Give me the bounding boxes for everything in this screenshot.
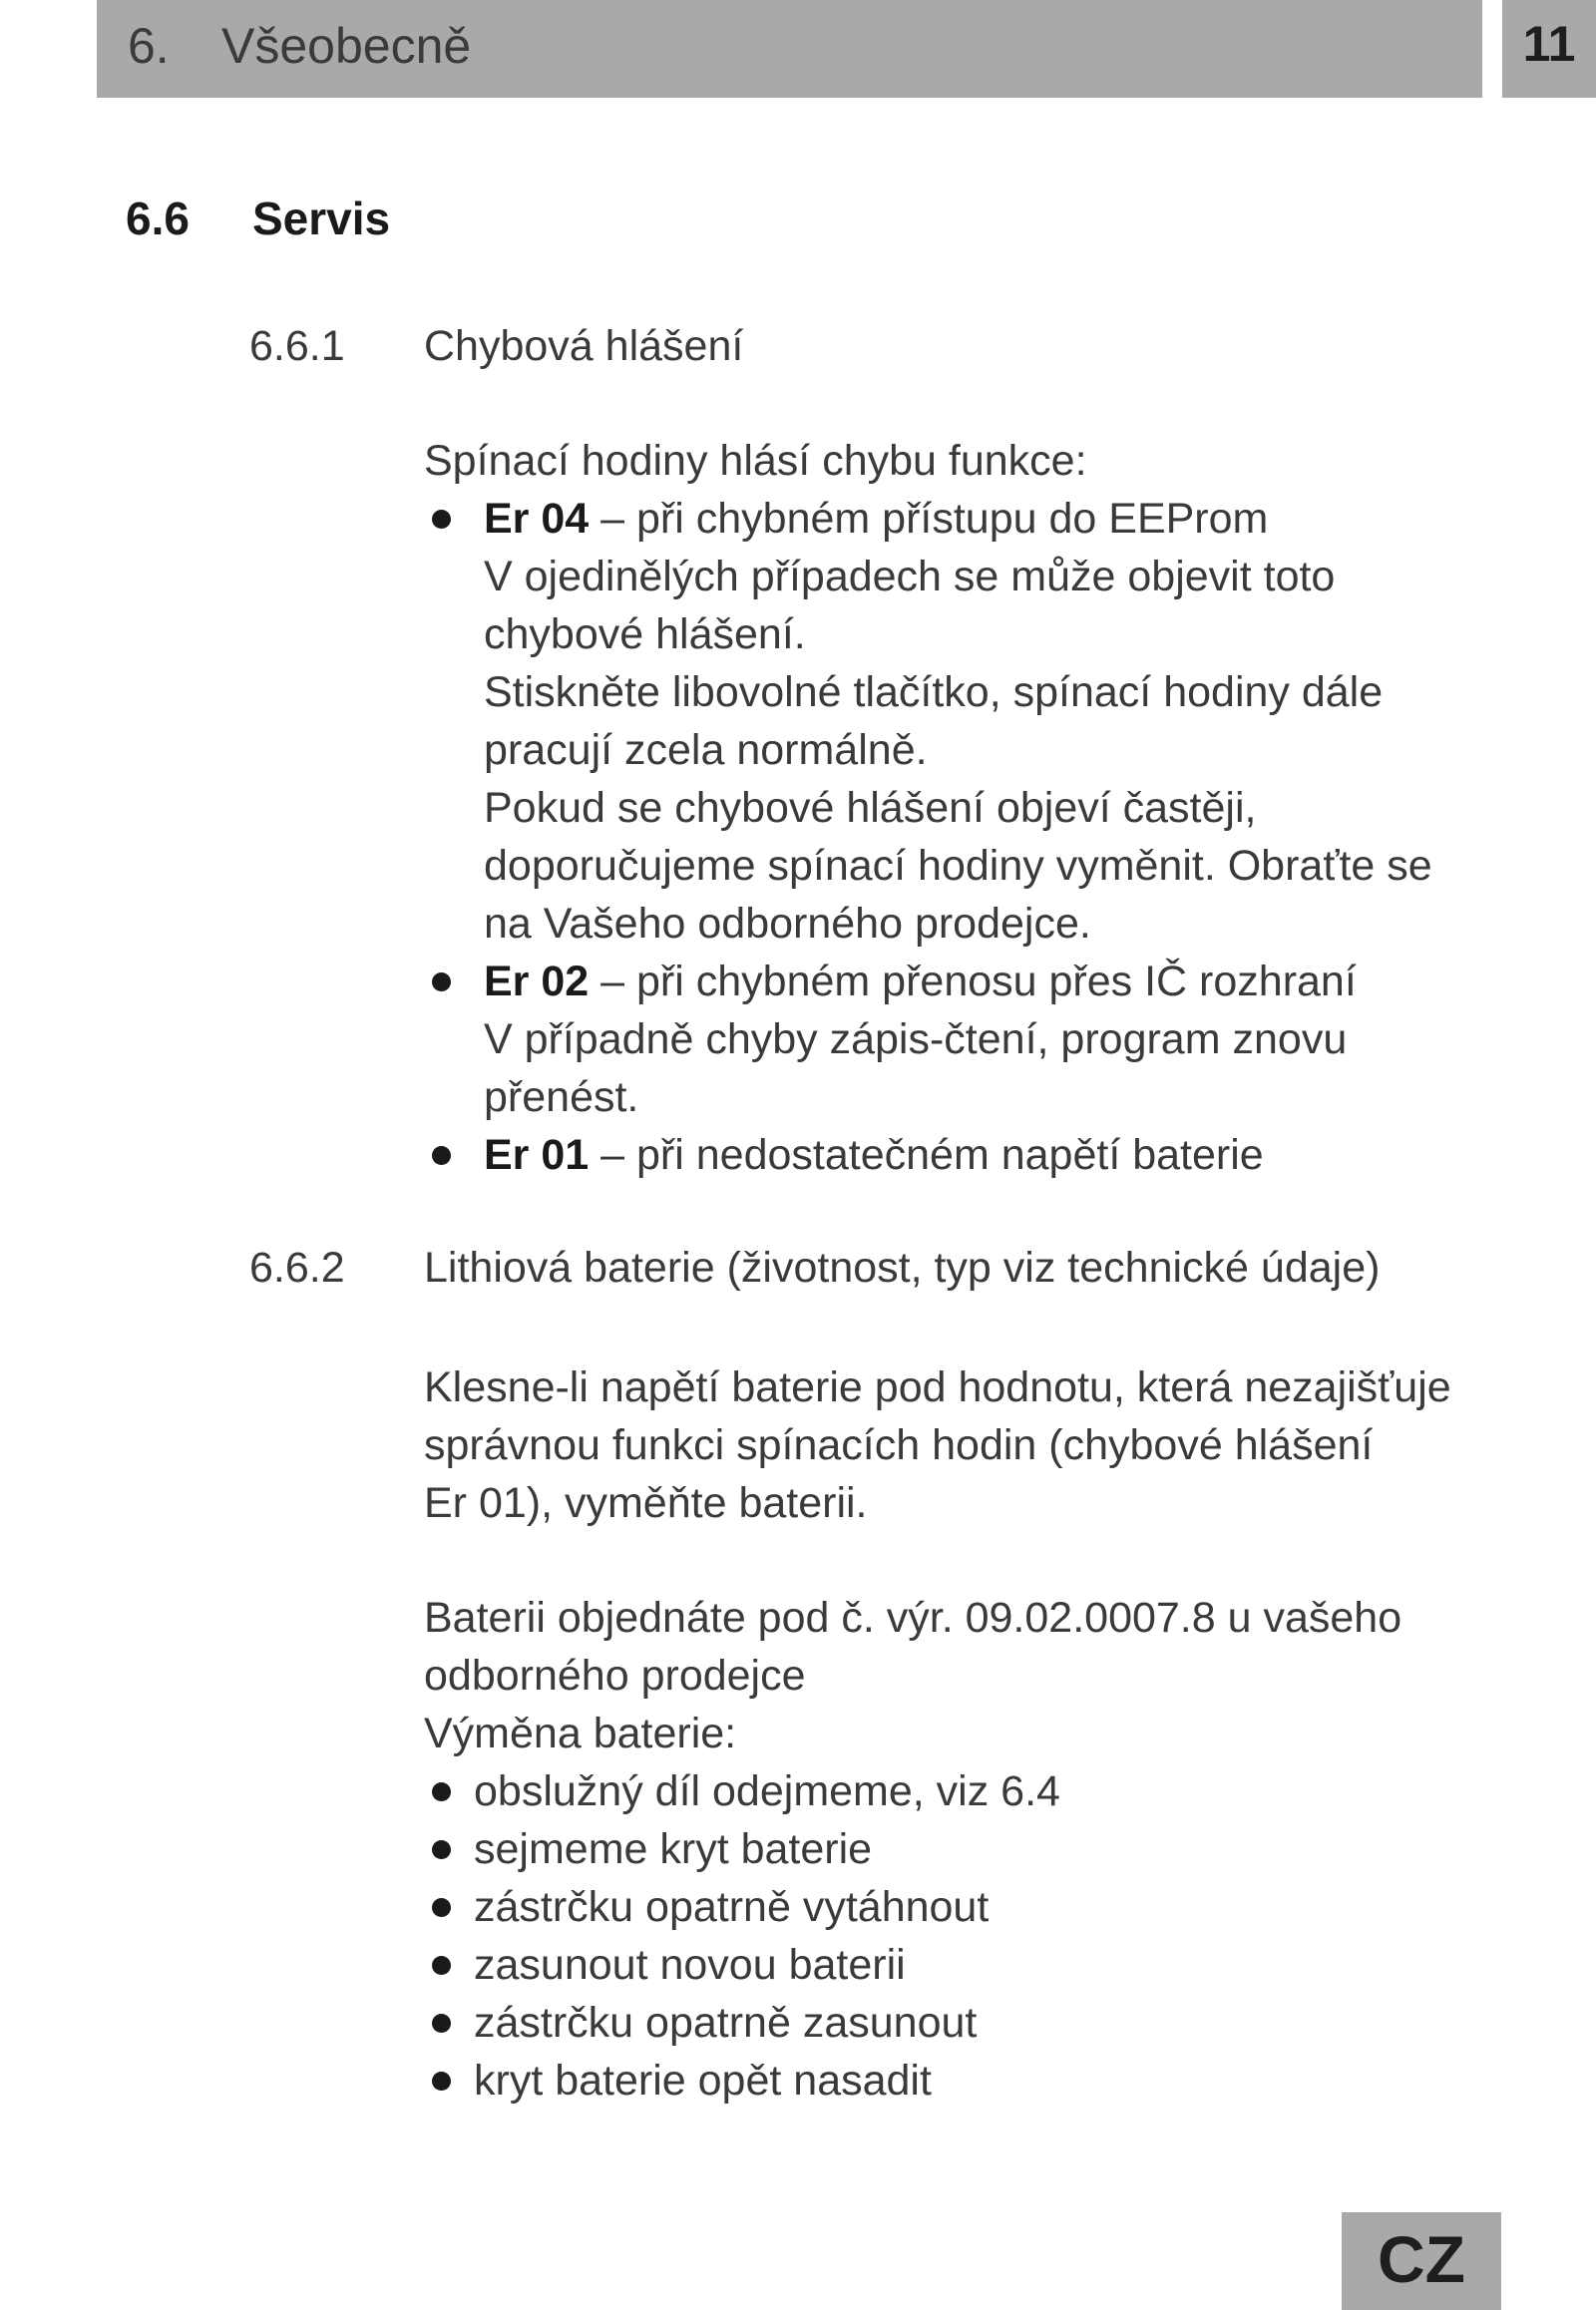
chapter-number: 6. [128, 18, 170, 74]
step-text: obslužný díl odejmeme, viz 6.4 [474, 1767, 1060, 1815]
list-item [424, 490, 1521, 953]
bullet-icon [432, 1782, 451, 1801]
error-headline [484, 490, 1521, 548]
error-list [424, 490, 1521, 1184]
battery-paragraph-1 [424, 1358, 1511, 1532]
error-detail-line: Stiskněte libovolné tlačítko, spínací hodiny dále [484, 668, 1384, 716]
bullet-icon [432, 1898, 451, 1917]
paragraph-line: správnou funkci spínacích hodin (chybové hlášení [424, 1421, 1374, 1469]
error-detail-line: přenést. [484, 1073, 639, 1121]
error-detail-line: V ojedinělých případech se může objevit toto [484, 553, 1336, 600]
section-number: 6.6 [126, 192, 190, 244]
subsection-title-1: Chybová hlášení [424, 322, 744, 370]
list-item [424, 1762, 1521, 1820]
bullet-icon [432, 510, 451, 529]
chapter-title: Všeobecně [221, 18, 472, 74]
language-tab: CZ [1378, 2222, 1465, 2296]
error-intro [424, 432, 1511, 490]
error-code: Er 04 [484, 495, 590, 543]
step-text: zástrčku opatrně vytáhnout [474, 1883, 990, 1931]
list-item [424, 1994, 1521, 2052]
step-text: kryt baterie opět nasadit [474, 2057, 932, 2105]
bullet-icon [432, 1840, 451, 1859]
section-title: Servis [252, 192, 391, 244]
battery-paragraph-2 [424, 1589, 1511, 1762]
error-detail-line: V případně chyby zápis-čtení, program znovu [484, 1015, 1348, 1063]
list-item [424, 2052, 1521, 2110]
paragraph-line: Výměna baterie: [424, 1710, 737, 1757]
battery-steps-list [424, 1762, 1521, 2110]
subsection-number-1: 6.6.1 [249, 322, 345, 370]
bullet-icon [432, 2072, 451, 2091]
error-code: Er 02 [484, 958, 590, 1005]
paragraph-line: Er 01), vyměňte baterii. [424, 1479, 868, 1527]
step-text: zástrčku opatrně zasunout [474, 1999, 978, 2047]
list-item [424, 1820, 1521, 1878]
error-description: – při chybném přenosu přes IČ rozhraní [589, 958, 1357, 1005]
error-detail-line: doporučujeme spínací hodiny vyměnit. Obraťte se [484, 842, 1432, 890]
paragraph-line: odborného prodejce [424, 1652, 806, 1700]
error-headline [484, 953, 1521, 1010]
page-number: 11 [1522, 16, 1576, 72]
error-detail-line: na Vašeho odborného prodejce. [484, 900, 1091, 948]
list-item [424, 1936, 1521, 1994]
bullet-icon [432, 1146, 451, 1165]
error-code: Er 01 [484, 1131, 590, 1179]
paragraph-line: Baterii objednáte pod č. výr. 09.02.0007.8 u vašeho [424, 1594, 1402, 1642]
list-item [424, 1878, 1521, 1936]
error-intro-text: Spínací hodiny hlásí chybu funkce: [424, 437, 1087, 485]
error-description: – při chybném přístupu do EEProm [589, 495, 1269, 543]
error-detail-line: Pokud se chybové hlášení objeví častěji, [484, 784, 1257, 832]
paragraph-line: Klesne-li napětí baterie pod hodnotu, která nezajišťuje [424, 1363, 1451, 1411]
list-item [424, 1126, 1521, 1184]
step-text: sejmeme kryt baterie [474, 1825, 873, 1873]
error-detail-line: pracují zcela normálně. [484, 726, 928, 774]
bullet-icon [432, 2014, 451, 2033]
error-detail-line: chybové hlášení. [484, 610, 806, 658]
error-description: – při nedostatečném napětí baterie [589, 1131, 1264, 1179]
bullet-icon [432, 1956, 451, 1975]
step-text: zasunout novou baterii [474, 1941, 906, 1989]
subsection-number-2: 6.6.2 [249, 1244, 345, 1292]
list-item [424, 953, 1521, 1126]
bullet-icon [432, 972, 451, 991]
subsection-title-2: Lithiová baterie (životnost, typ viz technické údaje) [424, 1244, 1381, 1292]
error-headline [484, 1126, 1521, 1184]
